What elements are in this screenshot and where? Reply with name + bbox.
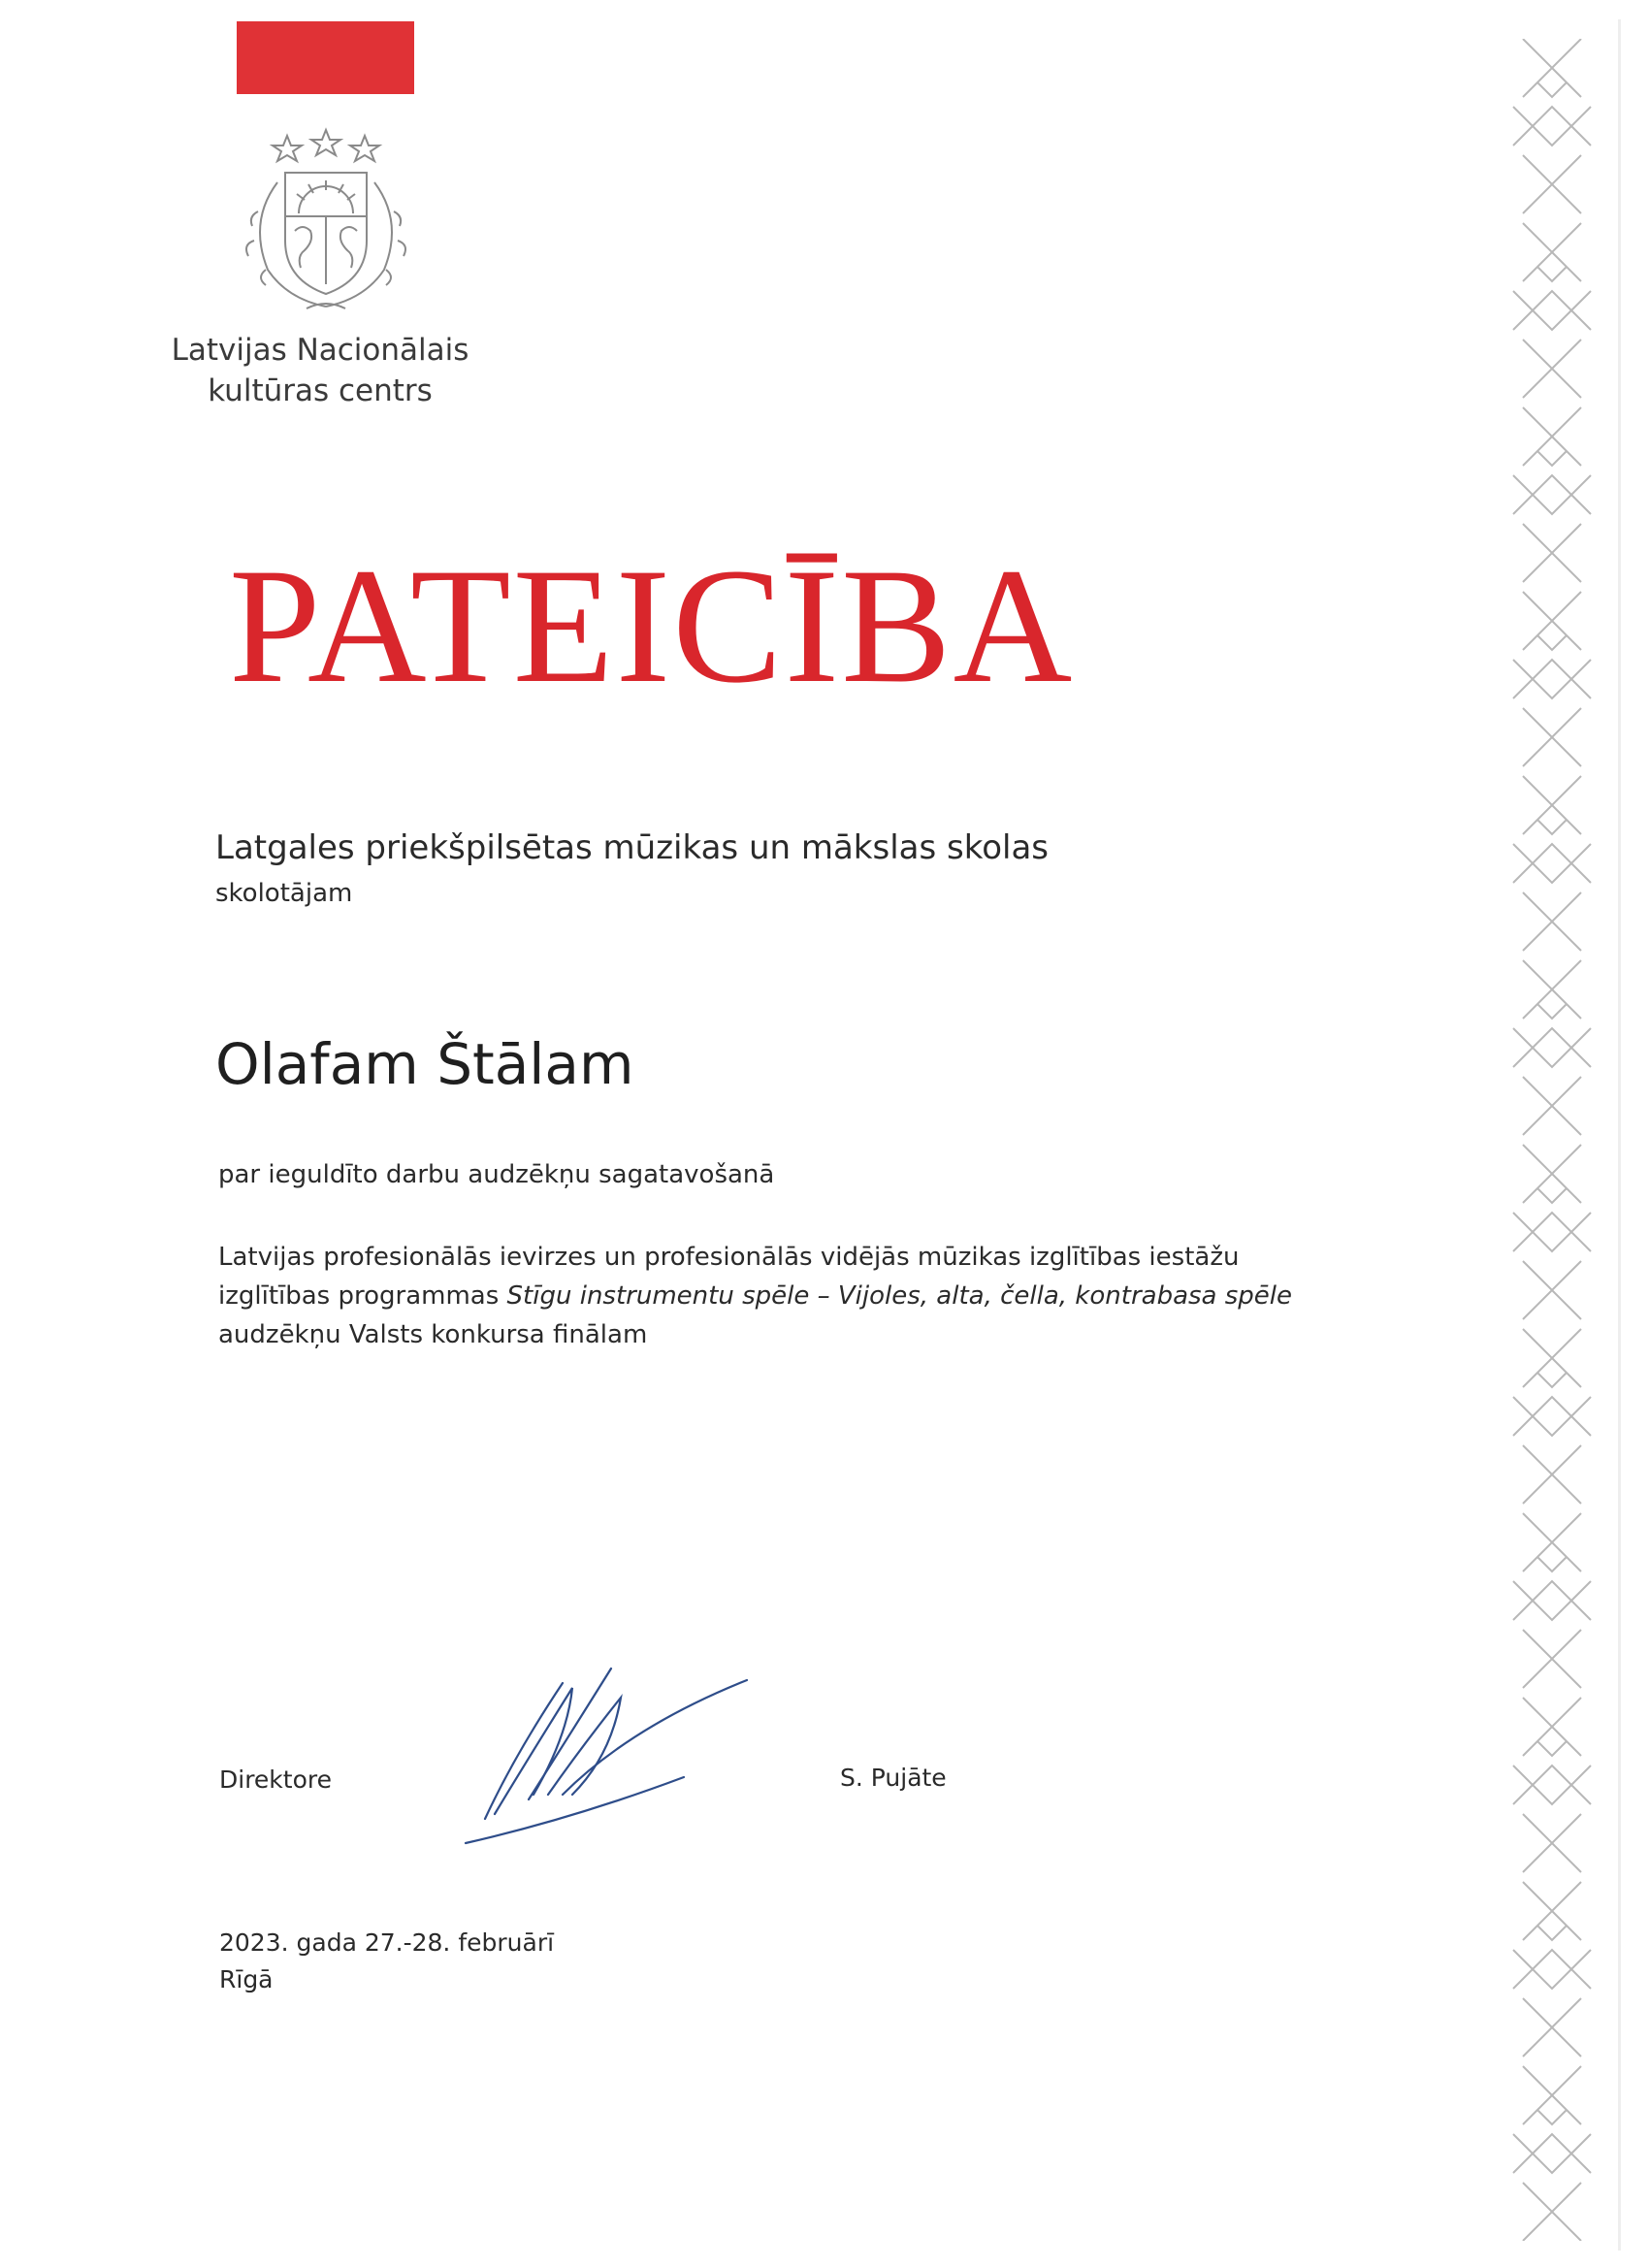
description-line3: audzēkņu Valsts konkursa finālam [218, 1320, 648, 1349]
red-accent-bar [237, 21, 414, 94]
event-date: 2023. gada 27.-28. februārī [219, 1928, 555, 1957]
organization-name-line1: Latvijas Nacionālais [171, 333, 469, 368]
award-description [218, 1238, 1363, 1354]
certificate-title: PATEICĪBA [229, 535, 1075, 717]
signatory-name: S. Pujāte [840, 1764, 947, 1792]
ornament-border-icon [1504, 39, 1600, 2241]
coat-of-arms-icon [229, 124, 423, 318]
program-name: Stīgu instrumentu spēle – Vijoles, alta, čella, kontrabasa spēle [506, 1281, 1293, 1311]
handwritten-signature [456, 1649, 766, 1863]
description-line2-prefix: izglītības programmas [218, 1281, 507, 1311]
school-name: Latgales priekšpilsētas mūzikas un mākslas skolas [215, 828, 1049, 867]
signatory-role: Direktore [219, 1766, 332, 1794]
organization-name-line2: kultūras centrs [208, 373, 433, 408]
scan-edge-line [1618, 19, 1621, 2251]
school-role: skolotājam [215, 879, 353, 908]
organization-name [116, 330, 524, 411]
event-place: Rīgā [219, 1965, 274, 1993]
award-reason: par ieguldīto darbu audzēkņu sagatavošanā [218, 1160, 775, 1189]
description-line2 [218, 1277, 1363, 1315]
description-line1: Latvijas profesionālās ievirzes un profesionālās vidējās mūzikas izglītības iestāžu [218, 1243, 1240, 1272]
recipient-name: Olafam Štālam [215, 1031, 634, 1097]
